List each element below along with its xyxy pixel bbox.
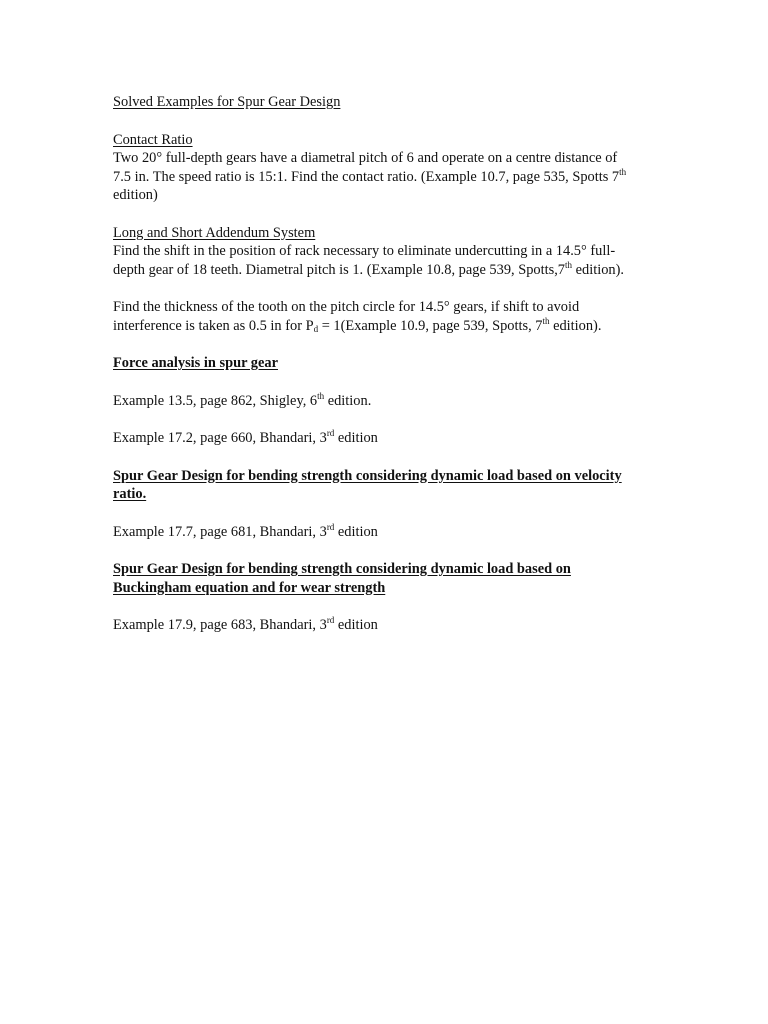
text-fragment: edition [334,617,378,633]
document-body [113,93,658,635]
text-fragment: Example 13.5, page 862, Shigley, 6 [113,392,318,409]
section-heading-bending [113,467,658,504]
section-heading-buckingham [113,560,658,597]
text-line: interference is taken as 0.5 in for P [113,317,314,334]
text-line: 7.5 in. The speed ratio is 15:1. Find the contact ratio. (Example 10.7, page 535, Spotts 7 [113,168,620,185]
document-title [113,93,658,112]
text-fragment: Example 17.2, page 660, Bhandari, 3 [113,430,327,446]
superscript: rd [326,615,335,625]
section-heading-text: Contact Ratio [113,131,193,148]
superscript: th [619,166,627,177]
subscript: d [313,323,319,334]
section-heading-text: Buckingham equation and for wear strength [113,579,386,596]
text-fragment: = 1(Example 10.9, page 539, Spotts, 7 [318,317,543,334]
paragraph-addendum-1 [113,242,658,279]
superscript: rd [326,521,335,532]
superscript: th [565,259,573,270]
superscript: th [542,315,550,326]
section-heading-text: ratio. [113,486,147,502]
example-reference [113,429,658,448]
superscript: th [317,390,325,401]
text-fragment: edition). [572,261,624,278]
text-line: Find the shift in the position of rack necessary to eliminate undercutting in a 14.5° full- [113,243,616,259]
section-heading-text: Spur Gear Design for bending strength considering dynamic load based on [113,561,571,577]
example-reference [113,392,658,411]
text-fragment: edition. [324,392,372,409]
text-line: Two 20° full-depth gears have a diametral pitch of 6 and operate on a centre distance of [113,150,618,166]
paragraph-contact-ratio [113,149,658,205]
example-reference [113,523,658,542]
text-fragment: Example 17.7, page 681, Bhandari, 3 [113,523,327,540]
text-line: edition) [113,187,158,203]
text-line: depth gear of 18 teeth. Diametral pitch is 1. (Example 10.8, page 539, Spotts,7 [113,261,565,278]
text-fragment: edition [334,430,378,446]
document-title-text: Solved Examples for Spur Gear Design [113,94,341,110]
text-line: Find the thickness of the tooth on the pitch circle for 14.5° gears, if shift to avoid [113,299,580,315]
superscript: rd [326,428,335,438]
example-reference [113,616,658,635]
section-heading-text: Force analysis in spur gear [113,355,278,371]
section-heading-force [113,354,658,373]
paragraph-addendum-2 [113,298,658,335]
section-heading-addendum [113,224,658,243]
text-fragment: edition [334,523,378,540]
text-fragment: Example 17.9, page 683, Bhandari, 3 [113,617,327,633]
section-heading-text: Spur Gear Design for bending strength considering dynamic load based on velocity [113,467,622,484]
section-heading-contact-ratio [113,131,658,150]
text-fragment: edition). [549,317,602,334]
section-heading-text: Long and Short Addendum System [113,224,316,241]
